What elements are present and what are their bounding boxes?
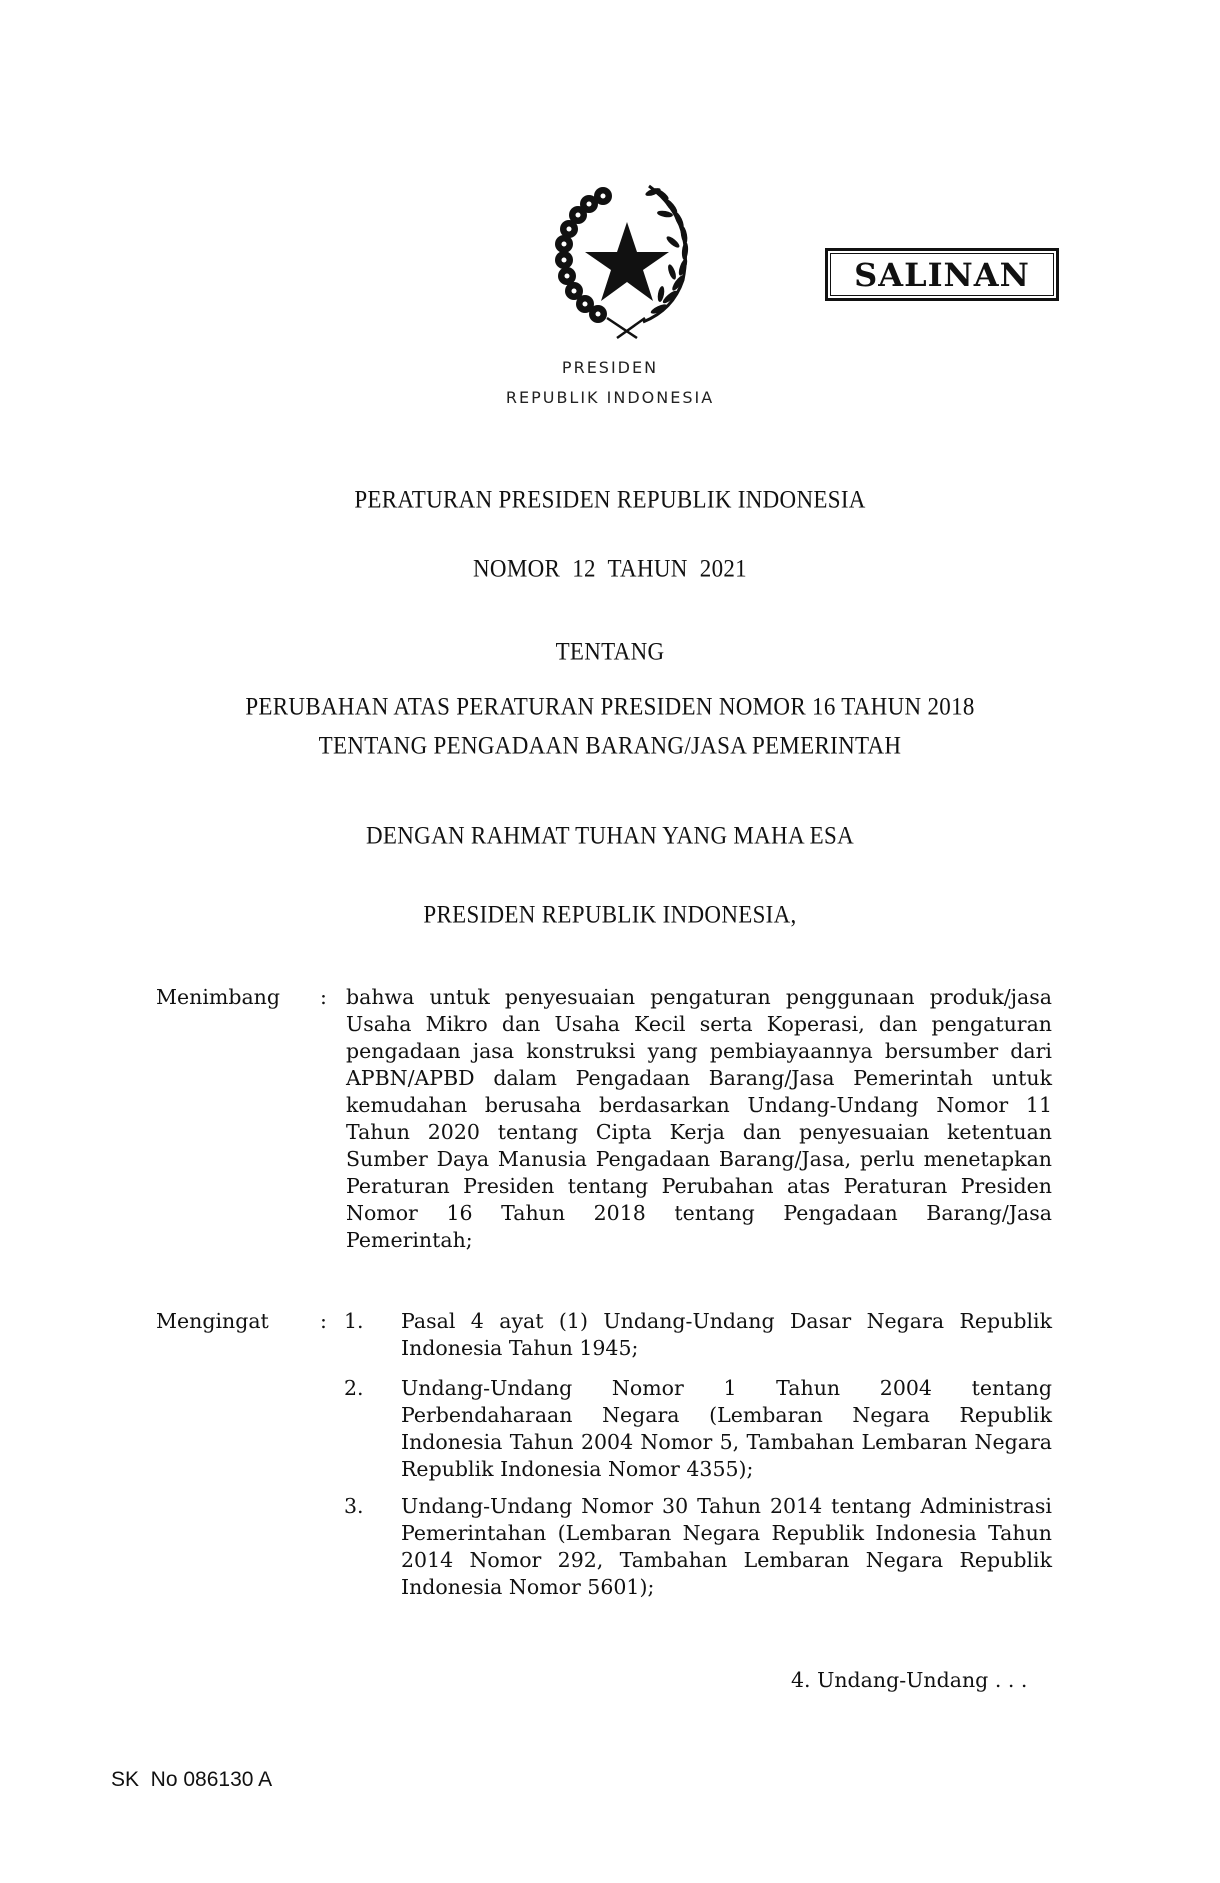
- salinan-stamp: SALINAN: [825, 248, 1059, 301]
- menimbang-colon: :: [320, 985, 327, 1009]
- regulation-number: NOMOR 12 TAHUN 2021: [473, 554, 747, 582]
- regulation-subject-line2: TENTANG PENGADAAN BARANG/JASA PEMERINTAH: [318, 731, 902, 759]
- mengingat-item-text: Undang-Undang Nomor 1 Tahun 2004 tentang Perbendaharaan Negara (Lembaran Negara Republik Indonesia Tahun 2004 Nomor 5, Tambahan Lembaran Negara Republik Indonesia Nomor 4355);: [401, 1376, 1052, 1481]
- menimbang-text: bahwa untuk penyesuaian pengaturan penggunaan produk/jasa Usaha Mikro dan Usaha Kecil serta Koperasi, dan pengaturan pengadaan jasa konstruksi yang pembiayaannya bersumber dari APBN/APBD dalam Pengadaan Barang/Jasa Pemerintah untuk kemudahan berusaha berdasarkan Undang-Undang Nomor 11 Tahun 2020 tentang Cipta Kerja dan penyesuaian ketentuan Sumber Daya Manusia Pengadaan Barang/Jasa, perlu menetapkan Peraturan Presiden tentang Perubahan atas Peraturan Presiden Nomor 16 Tahun 2018 tentang Pengadaan Barang/Jasa Pemerintah;: [346, 985, 1052, 1252]
- mengingat-item-number: 1.: [344, 1309, 364, 1333]
- regulation-subject-line1: PERUBAHAN ATAS PERATURAN PRESIDEN NOMOR 16 TAHUN 2018: [245, 692, 975, 720]
- mengingat-item-text: Pasal 4 ayat (1) Undang-Undang Dasar Negara Republik Indonesia Tahun 1945;: [401, 1309, 1052, 1360]
- mengingat-colon: :: [320, 1309, 327, 1333]
- regulation-title: PERATURAN PRESIDEN REPUBLIK INDONESIA: [354, 485, 866, 513]
- presidential-seal-icon: [545, 180, 710, 345]
- mengingat-label: Mengingat: [156, 1309, 269, 1333]
- invocation: DENGAN RAHMAT TUHAN YANG MAHA ESA: [365, 821, 855, 849]
- mengingat-item-number: 3.: [344, 1494, 364, 1518]
- menimbang-label: Menimbang: [156, 985, 280, 1009]
- office-title-line2: REPUBLIK INDONESIA: [505, 388, 715, 407]
- page-catchword: 4. Undang-Undang . . .: [791, 1668, 1028, 1692]
- mengingat-item-number: 2.: [344, 1376, 364, 1400]
- issuer-heading: PRESIDEN REPUBLIK INDONESIA,: [423, 900, 797, 928]
- mengingat-item-text: Undang-Undang Nomor 30 Tahun 2014 tentang Administrasi Pemerintahan (Lembaran Negara Republik Indonesia Tahun 2014 Nomor 292, Tambahan Lembaran Negara Republik Indonesia Nomor 5601);: [401, 1494, 1052, 1599]
- tentang-heading: TENTANG: [555, 637, 665, 665]
- sk-serial-number: SK No 086130 A: [111, 1768, 273, 1791]
- office-title-line1: PRESIDEN: [561, 358, 659, 377]
